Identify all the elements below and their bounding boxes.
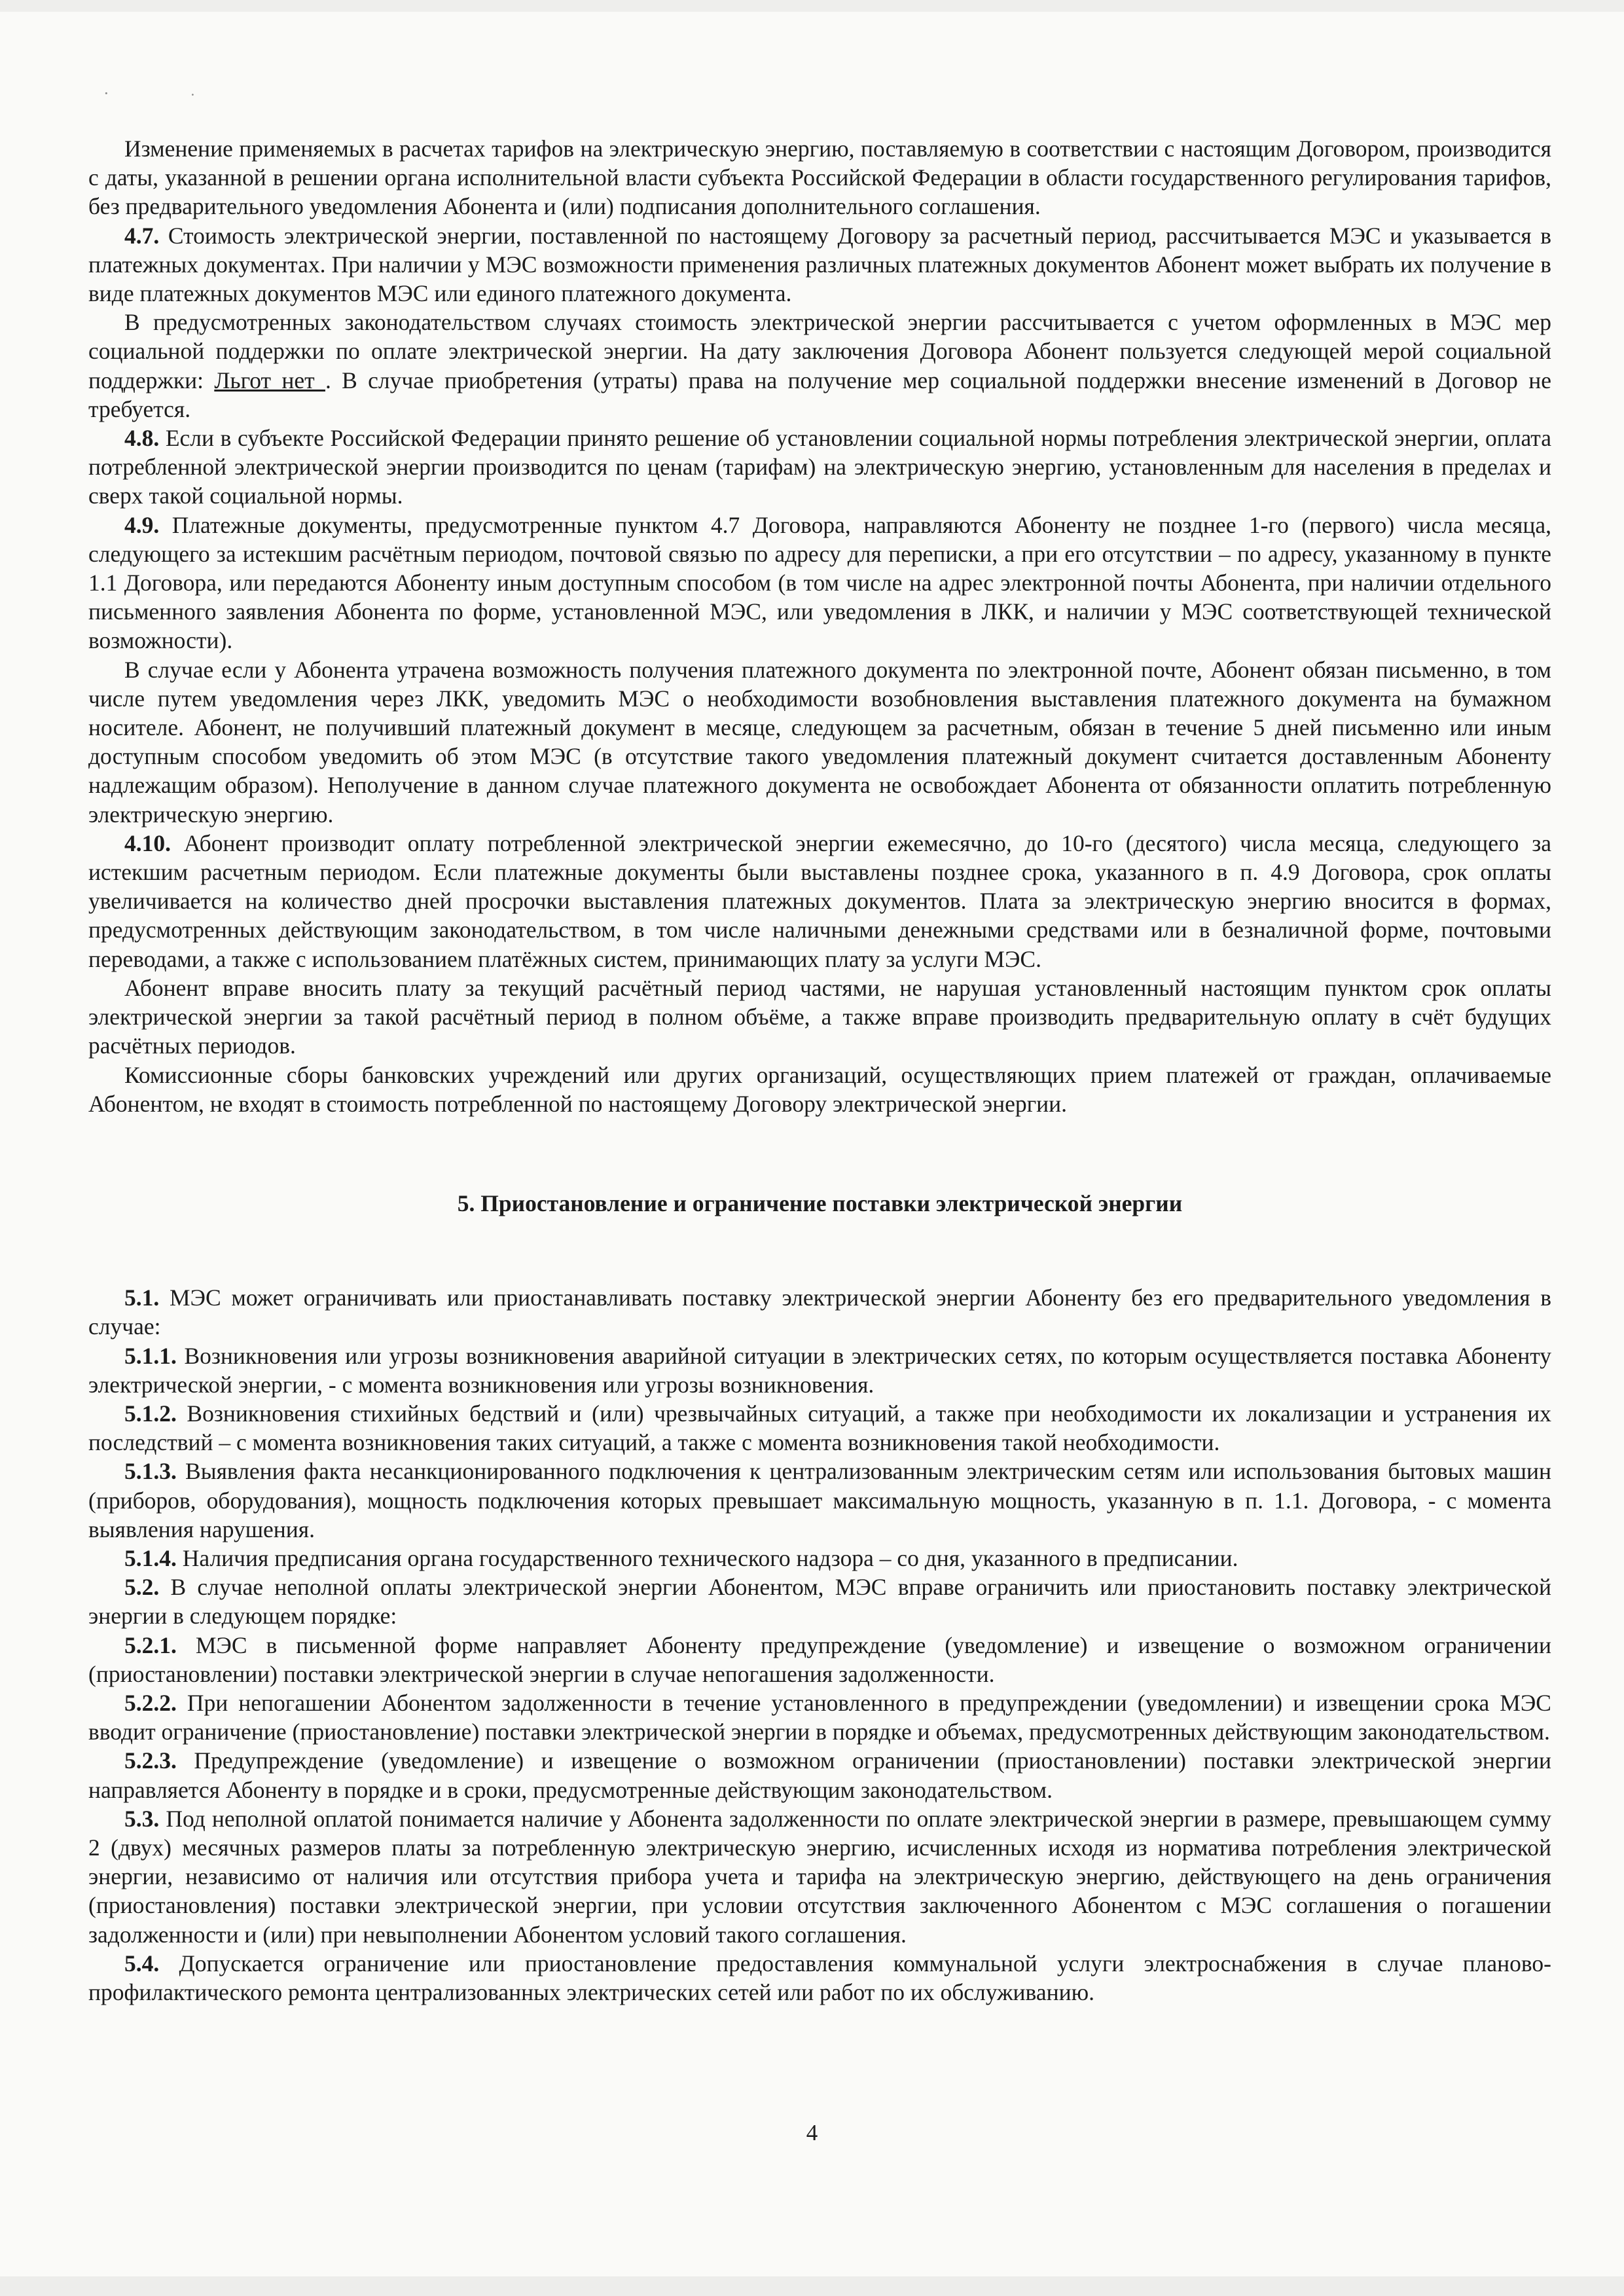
clause-number: 5.1.3. (124, 1458, 177, 1485)
clause-number: 5.2. (124, 1574, 160, 1601)
clause-number: 5.2.1. (124, 1631, 177, 1658)
paragraph-4-9: 4.9. Платежные документы, предусмотренные пунктом 4.7 Договора, направляются Абоненту не позднее 1-го (первого) числа месяца, следующего за истекшим расчётным периодом, почтовой связью по адресу для переписки, а при его отсутствии – по адресу, указанному в пункте 1.1 Договора, или передаются Абоненту иным доступным способом (в том числе на адрес электронной почты Абонента, при наличии отдельного письменного заявления Абонента по форме, установленной МЭС, или уведомления в ЛКК, и наличии у МЭС соответствующей технической возможности). (88, 511, 1551, 654)
paragraph-4-10: 4.10. Абонент производит оплату потребленной электрической энергии ежемесячно, до 10-го (десятого) числа месяца, следующего за истекшим расчетным периодом. Если платежные документы были выставлены позднее срока, указанного в п. 4.9 Договора, срок оплаты увеличивается на количество дней просрочки выставления платежных документов. Плата за электрическую энергию вносится в формах, предусмотренных действующим законодательством, в том числе наличными денежными средствами или в безналичной форме, почтовыми переводами, а также с использованием платёжных систем, принимающих плату за услуги МЭС. (88, 829, 1551, 972)
clause-number: 5.2.2. (124, 1689, 177, 1716)
paragraph-5-4: 5.4. Допускается ограничение или приостановление предоставления коммунальной услуги электроснабжения в случае планово-профилактического ремонта централизованных электрических сетей или работ по их обслуживанию. (88, 1950, 1551, 2005)
paragraph-5-2-1: 5.2.1. МЭС в письменной форме направляет Абоненту предупреждение (уведомление) и извещение о возможном ограничении (приостановлении) поставки электрической энергии в случае непогашения задолженности. (88, 1631, 1551, 1687)
scan-edge-bottom (0, 2276, 1624, 2296)
clause-number: 4.9. (124, 511, 160, 538)
paragraph-email-loss: В случае если у Абонента утрачена возможность получения платежного документа по электронной почте, Абонент обязан письменно, в том числе путем уведомления через ЛКК, уведомить МЭС о необходимости возобновления выставления платежного документа на бумажном носителе. Абонент, не получивший платежный документ в месяце, следующем за расчетным, обязан в течение 5 дней письменно или иным доступным способом уведомить об этом МЭС (в отсутствие такого уведомления платежный документ считается доставленным Абоненту надлежащим образом). Неполучение в данном случае платежного документа не освобождает Абонента от обязанности оплатить потребленную электрическую энергию. (88, 656, 1551, 828)
paragraph-5-1-2: 5.1.2. Возникновения стихийных бедствий и (или) чрезвычайных ситуаций, а также при необходимости их локализации и устранения их последствий – с момента возникновения таких ситуаций, а также с момента возникновения такой необходимости. (88, 1400, 1551, 1456)
paragraph-5-3: 5.3. Под неполной оплатой понимается наличие у Абонента задолженности по оплате электрической энергии в размере, превышающем сумму 2 (двух) месячных размеров платы за потребленную электрическую энергию, исчисленных исходя из норматива потребления электрической энергии, независимо от наличия или отсутствия прибора учета и тарифа на электрическую энергию, действующего на день ограничения (приостановления) поставки электрической энергии, при условии отсутствия заключенного Абонентом с МЭС соглашения о погашении задолженности и (или) при невыполнении Абонентом условий такого соглашения. (88, 1805, 1551, 1948)
clause-number: 4.7. (124, 222, 160, 249)
paragraph-5-2-2: 5.2.2. При непогашении Абонентом задолженности в течение установленного в предупреждении (уведомлении) и извещении срока МЭС вводит ограничение (приостановление) поставки электрической энергии в порядке и объемах, предусмотренных действующим законодательством. (88, 1689, 1551, 1745)
clause-number: 4.8. (124, 425, 160, 452)
paragraph-tariff-change: Изменение применяемых в расчетах тарифов на электрическую энергию, поставляемую в соответствии с настоящим Договором, производится с даты, указанной в решении органа исполнительной власти субъекта Российской Федерации в области государственного регулирования тарифов, без предварительного уведомления Абонента и (или) подписания дополнительного соглашения. (88, 136, 1551, 220)
paragraph-4-7: 4.7. Стоимость электрической энергии, поставленной по настоящему Договору за расчетный период, рассчитывается МЭС и указывается в платежных документах. При наличии у МЭС возможности применения различных платежных документов Абонент может выбрать их получение в виде платежных документов МЭС или единого платежного документа. (88, 222, 1551, 307)
paragraph-4-8: 4.8. Если в субъекте Российской Федерации принято решение об установлении социальной нормы потребления электрической энергии, оплата потребленной электрической энергии производится по ценам (тарифам) на электрическую энергию, установленным для населения в пределах и сверх такой социальной нормы. (88, 425, 1551, 509)
document-body (88, 134, 1551, 2007)
clause-number: 4.10. (124, 829, 171, 856)
paragraph-5-1-1: 5.1.1. Возникновения или угрозы возникновения аварийной ситуации в электрических сетях, по которым осуществляется поставка Абоненту электрической энергии, - с момента возникновения или угрозы возникновения. (88, 1342, 1551, 1398)
paragraph-5-1-3: 5.1.3. Выявления факта несанкционированного подключения к централизованным электрическим сетям или использования бытовых машин (приборов, оборудования), мощность подключения которых превышает максимальную мощность, указанную в п. 1.1. Договора, - с момента выявления нарушения. (88, 1458, 1551, 1542)
clause-number: 5.3. (124, 1805, 160, 1832)
paragraph-5-2-3: 5.2.3. Предупреждение (уведомление) и извещение о возможном ограничении (приостановлении) поставки электрической энергии направляется Абоненту в порядке и в сроки, предусмотренные действующим законодательством. (88, 1747, 1551, 1803)
scan-edge-top (0, 0, 1624, 12)
clause-number: 5.1. (124, 1285, 160, 1311)
clause-number: 5.1.4. (124, 1544, 177, 1571)
clause-number: 5.4. (124, 1950, 160, 1977)
section-heading: 5. Приостановление и ограничение поставки электрической энергии (457, 1190, 1183, 1216)
clause-number: 5.1.1. (124, 1342, 177, 1369)
paragraph-commission: Комиссионные сборы банковских учреждений или других организаций, осуществляющих прием платежей от граждан, оплачиваемые Абонентом, не входят в стоимость потребленной по настоящему Договору электрической энергии. (88, 1061, 1551, 1117)
clause-number: 5.2.3. (124, 1747, 177, 1774)
paragraph-5-1: 5.1. МЭС может ограничивать или приостанавливать поставку электрической энергии Абоненту без его предварительного уведомления в случае: (88, 1285, 1551, 1340)
scan-speck: ˙ (190, 90, 196, 109)
page-number: 4 (806, 2120, 818, 2145)
paragraph-partial-payment: Абонент вправе вносить плату за текущий расчётный период частями, не нарушая установленный настоящим пунктом срок оплаты электрической энергии за такой расчётный период в полном объёме, а также вправе производить предварительную оплату в счёт будущих расчётных периодов. (88, 974, 1551, 1059)
paragraph-5-2: 5.2. В случае неполной оплаты электрической энергии Абонентом, МЭС вправе ограничить или приостановить поставку электрической энергии в следующем порядке: (88, 1574, 1551, 1630)
filled-field-benefits: Льгот нет (214, 367, 325, 393)
clause-number: 5.1.2. (124, 1400, 177, 1427)
paragraph-5-1-4: 5.1.4. Наличия предписания органа государственного технического надзора – со дня, указанного в предписании. (124, 1544, 1238, 1571)
paragraph-social-support: В предусмотренных законодательством случаях стоимость электрической энергии рассчитывается с учетом оформленных в МЭС мер социальной поддержки по оплате электрической энергии. На дату заключения Договора Абонент пользуется следующей мерой социальной поддержки: Льгот нет . В случае приобретения (утраты) права на получение мер социальной поддержки внесение изменений в Договор не требуется. (88, 309, 1551, 422)
scan-speck: · (103, 84, 109, 103)
